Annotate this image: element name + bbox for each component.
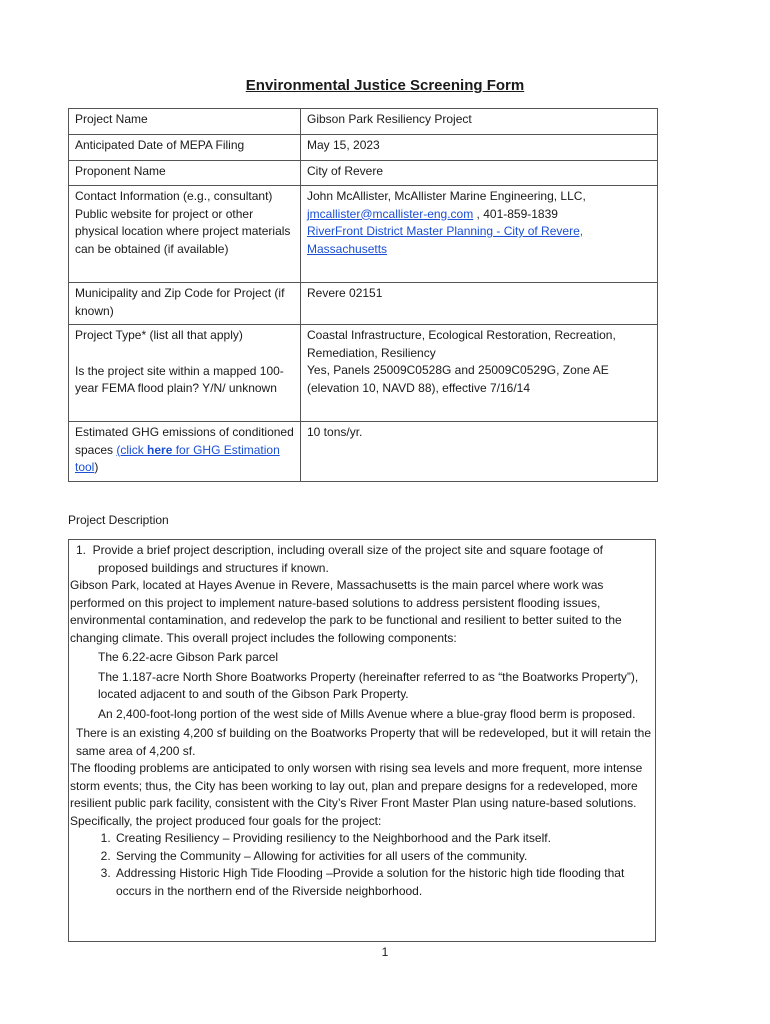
list-item: The 1.187-acre North Shore Boatworks Property (hereinafter referred to as “the Boatworks Property”), located adjacent to and south of the Gibson Park Property.	[98, 669, 639, 701]
page-number: 1	[381, 945, 389, 959]
table-row	[69, 422, 658, 482]
flood-plain-value: Yes, Panels 25009C0528G and 25009C0529G, Zone AE (elevation 10, NAVD 88), effective 7/16/14	[307, 363, 609, 395]
ghg-link-text-b: here	[147, 442, 173, 457]
contact-email-link[interactable]: jmcallister@mcallister-eng.com	[307, 206, 474, 221]
list-item: 1. Creating Resiliency – Providing resiliency to the Neighborhood and the Park itself.	[114, 830, 655, 848]
list-item: 3. Addressing Historic High Tide Flooding –Provide a solution for the historic high tide flooding that occurs in the northern end of the Riverside neighborhood.	[114, 865, 655, 900]
contact-label: Contact Information (e.g., consultant)	[75, 189, 273, 203]
table-row	[69, 135, 658, 161]
component-list	[69, 649, 655, 723]
table-row	[69, 109, 658, 135]
row-value	[301, 186, 658, 283]
description-paragraph: The flooding problems are anticipated to only worsen with rising sea levels and more frequent, more intense storm events; thus, the City has been working to lay out, plan and prepare designs for a redeveloped, more resilient public park facility, consistent with the City’s River Front Master Plan using nature-based solutions. Specifically, the project produced four goals for the project:	[70, 761, 643, 828]
row-value: Revere 02151	[301, 283, 658, 325]
row-value: 10 tons/yr.	[301, 422, 658, 482]
form-title: Environmental Justice Screening Form	[245, 77, 525, 94]
row-label	[69, 325, 301, 422]
table-row	[69, 186, 658, 283]
row-label: Project Name	[69, 109, 301, 135]
description-question: 1. Provide a brief project description, including overall size of the project site and square footage of proposed buildings and structures if known.	[76, 543, 603, 575]
table-row	[69, 325, 658, 422]
contact-value: John McAllister, McAllister Marine Engineering, LLC,	[307, 189, 586, 203]
list-item: The 6.22-acre Gibson Park parcel	[98, 650, 279, 664]
building-note: There is an existing 4,200 sf building on the Boatworks Property that will be redeveloped, but it will retain the same area of 4,200 sf.	[76, 726, 651, 758]
row-label	[69, 186, 301, 283]
project-description-box	[68, 539, 656, 942]
section-label: Project Description	[68, 513, 169, 527]
row-label: Proponent Name	[69, 161, 301, 186]
row-label: Anticipated Date of MEPA Filing	[69, 135, 301, 161]
table-row	[69, 161, 658, 186]
website-label: Public website for project or other physical location where project materials can be obtained (if available)	[75, 206, 291, 256]
ghg-link-text-c: for GHG Estimation tool	[75, 442, 280, 474]
row-value: City of Revere	[301, 161, 658, 186]
contact-email-line	[307, 206, 651, 224]
row-value: May 15, 2023	[301, 135, 658, 161]
table-row	[69, 283, 658, 325]
row-value	[301, 325, 658, 422]
ghg-label: Estimated GHG emissions of conditioned spaces	[75, 425, 294, 457]
project-website-link[interactable]: RiverFront District Master Planning - City of Revere, Massachusetts	[307, 224, 584, 256]
project-type-label: Project Type* (list all that apply)	[75, 328, 243, 342]
ghg-link-text-a: (click	[116, 442, 148, 457]
flood-plain-label: Is the project site within a mapped 100-year FEMA flood plain? Y/N/ unknown	[75, 363, 284, 395]
goals-list	[69, 830, 655, 900]
project-type-value: Coastal Infrastructure, Ecological Restoration, Recreation, Remediation, Resiliency	[307, 328, 616, 360]
list-item: 2. Serving the Community – Allowing for activities for all users of the community.	[114, 848, 655, 866]
list-item: An 2,400-foot-long portion of the west side of Mills Avenue where a blue-gray flood berm is proposed.	[98, 706, 636, 721]
description-paragraph: Gibson Park, located at Hayes Avenue in Revere, Massachusetts is the main parcel where work was performed on this project to implement nature-based solutions to address persistent flooding issues, environmental contamination, and redevelop the park to be functional and resilient to better suited to the changing climate. This overall project includes the following components:	[70, 578, 622, 645]
ghg-label-end: )	[94, 460, 99, 474]
project-info-table	[68, 108, 658, 482]
row-value: Gibson Park Resiliency Project	[301, 109, 658, 135]
row-label	[69, 422, 301, 482]
row-label: Municipality and Zip Code for Project (if known)	[69, 283, 301, 325]
contact-phone: , 401-859-1839	[473, 206, 558, 221]
